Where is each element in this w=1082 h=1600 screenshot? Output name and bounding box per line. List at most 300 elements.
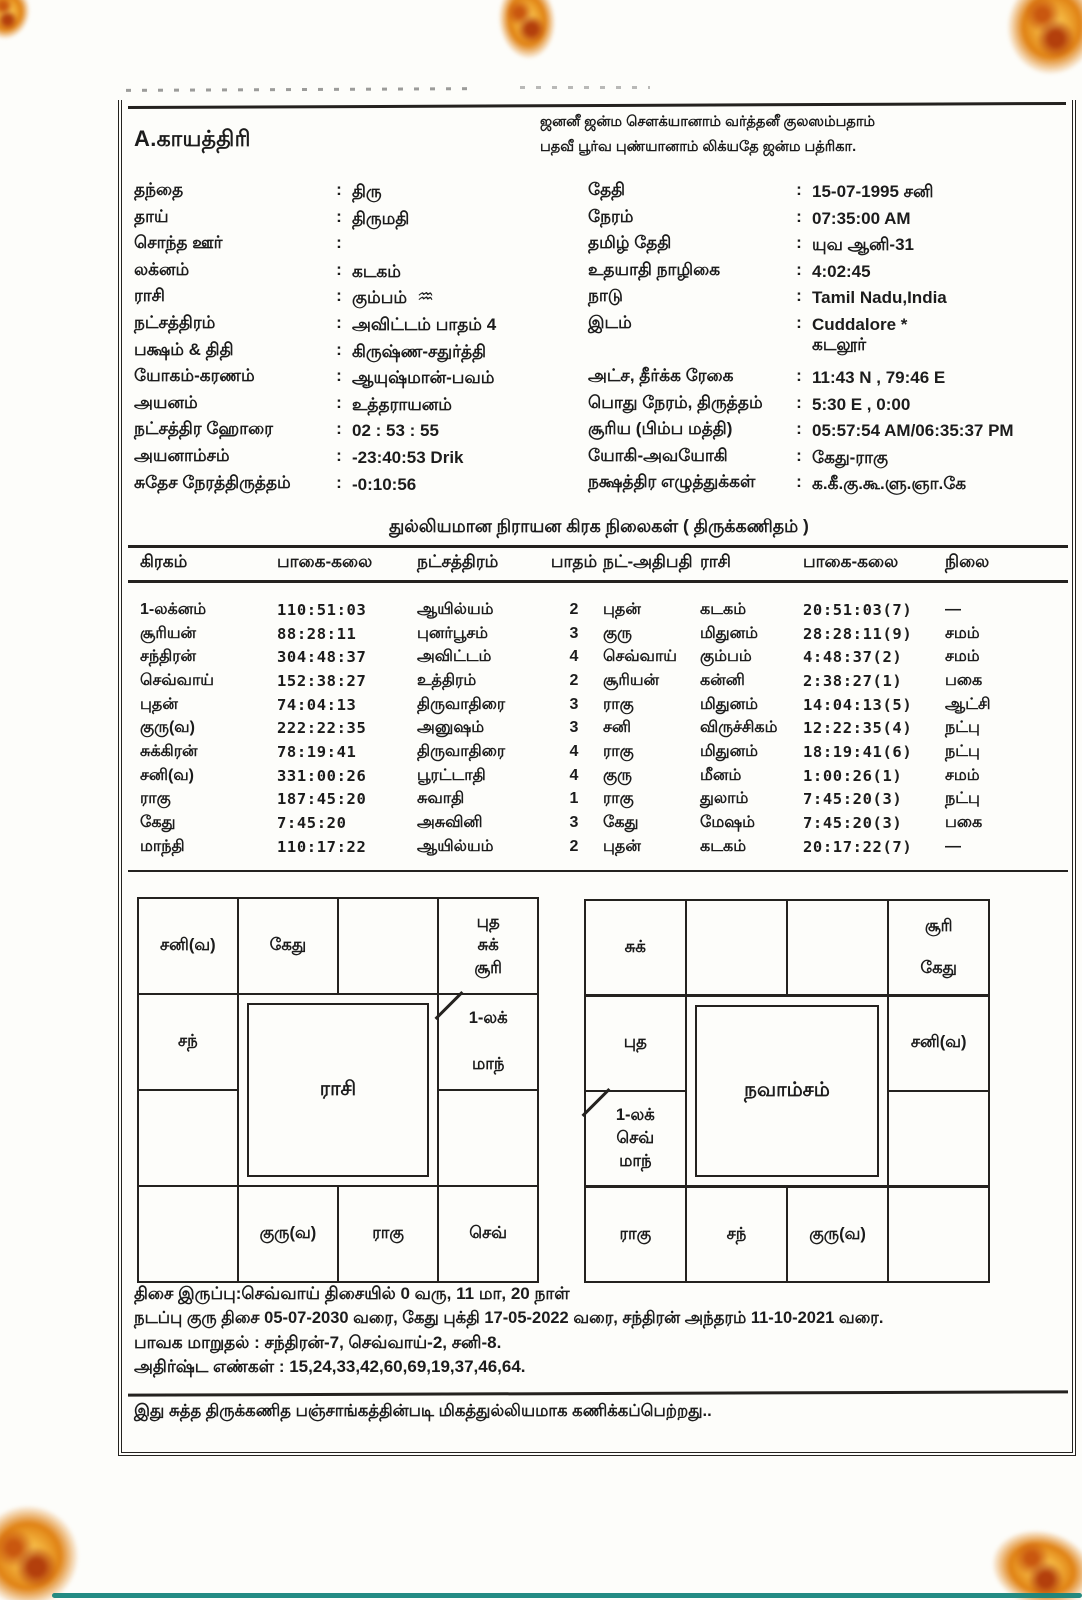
detail-value-wrap xyxy=(352,260,584,284)
cell-nak-lord: ராகு xyxy=(603,695,634,713)
detail-row xyxy=(588,260,1028,287)
detail-value: கடகம் xyxy=(352,261,401,281)
cell-graham: ராகு xyxy=(140,790,171,808)
planet-label: சுக் xyxy=(477,935,499,954)
planet-table-row xyxy=(140,835,1068,859)
cell-nak-lord: சனி xyxy=(603,719,631,737)
divider-line xyxy=(128,580,1068,583)
colon-separator: : xyxy=(796,233,802,253)
detail-label: தாய் xyxy=(134,206,169,226)
colon-separator: : xyxy=(336,419,342,439)
detail-value-wrap xyxy=(812,446,1028,470)
rasi-cell-r1c3 xyxy=(339,899,437,993)
colon-separator: : xyxy=(796,445,802,465)
detail-value: Cuddalore * xyxy=(812,314,908,334)
cell-nilai: நட்பு xyxy=(945,742,980,760)
cell-nilai: நட்பு xyxy=(945,719,980,737)
detail-value: யுவ ஆனி-31 xyxy=(812,235,914,255)
planet-label: புத xyxy=(476,913,500,932)
detail-value: திரு xyxy=(352,182,382,201)
cell-degree2: 20:51:03(7) xyxy=(803,600,913,619)
detail-value-wrap xyxy=(352,286,584,310)
stain-bottom-left xyxy=(0,1496,88,1600)
colon-separator: : xyxy=(796,206,802,226)
planet-label: புத xyxy=(623,1033,647,1052)
detail-value: கும்பம் xyxy=(352,288,408,308)
detail-value: உத்தராயனம் xyxy=(352,394,452,414)
cell-nilai: — xyxy=(945,600,961,618)
detail-row xyxy=(588,419,1028,446)
detail-row xyxy=(134,260,584,287)
cell-degree: 331:00:26 xyxy=(277,766,367,785)
cell-nak-lord: ராகு xyxy=(603,742,634,760)
detail-label: அட்ச, தீர்க்க ரேகை xyxy=(588,365,734,385)
detail-row xyxy=(588,393,1028,420)
detail-value-wrap xyxy=(812,180,1028,204)
planet-table-row xyxy=(140,598,1068,622)
planet-label: சூரி xyxy=(474,958,503,977)
navamsa-cell-r1c2 xyxy=(687,901,786,994)
detail-value-wrap xyxy=(812,419,1028,441)
colon-separator: : xyxy=(336,233,342,253)
rasi-cell-r1c4 xyxy=(439,899,537,993)
stain-top-right xyxy=(999,0,1082,82)
navamsa-cell-r2c1 xyxy=(586,997,685,1090)
cell-nak-lord: புதன் xyxy=(603,837,641,855)
navamsa-cell-r4c4 xyxy=(889,1188,988,1281)
col-header-degree: பாகை-கலை xyxy=(277,552,373,571)
col-header-graham: கிரகம் xyxy=(140,552,188,571)
sanskrit-verse xyxy=(540,110,875,160)
rasi-cell-r2c1 xyxy=(139,995,237,1089)
detail-value-wrap xyxy=(812,472,1028,496)
navamsa-cell-r1c1 xyxy=(586,901,685,994)
cell-graham: மாந்தி xyxy=(140,837,185,855)
detail-label: ராசி xyxy=(134,286,165,306)
cell-degree: 187:45:20 xyxy=(277,790,367,809)
cell-nakshatra: திருவாதிரை xyxy=(417,742,506,760)
colon-separator: : xyxy=(796,286,802,306)
cell-nakshatra: திருவாதிரை xyxy=(417,695,506,713)
detail-label: சூரிய (பிம்ப மத்தி) xyxy=(588,419,733,439)
cell-graham: சந்திரன் xyxy=(140,648,197,666)
cell-rasi: துலாம் xyxy=(700,790,749,808)
cell-nilai: — xyxy=(945,837,961,855)
detail-row xyxy=(134,286,584,313)
detail-value-wrap xyxy=(352,393,584,417)
planet-label: மாந் xyxy=(619,1151,652,1170)
detail-row xyxy=(134,473,584,500)
planet-table-body xyxy=(140,598,1068,859)
detail-value-line2: கடலூர் xyxy=(812,334,867,354)
planet-label: ராகு xyxy=(619,1224,652,1243)
accuracy-note: இது சுத்த திருக்கணித பஞ்சாங்கத்தின்படி மிகத்துல்லியமாக கணிக்கப்பெற்றது.. xyxy=(134,1402,712,1420)
cell-nak-lord: புதன் xyxy=(603,600,641,618)
cutoff-text-artifact xyxy=(126,87,476,91)
cell-degree: 88:28:11 xyxy=(277,624,357,643)
cell-pada: 3 xyxy=(569,814,579,832)
cell-pada: 2 xyxy=(569,600,579,618)
detail-label: நாடு xyxy=(588,286,623,306)
detail-value-wrap xyxy=(352,207,584,231)
cell-nakshatra: புனர்பூசம் xyxy=(417,624,489,642)
cell-rasi: மிதுனம் xyxy=(700,624,759,642)
current-dasa-line: நடப்பு குரு திசை 05-07-2030 வரை, கேது புக்தி 17-05-2022 வரை, சந்திரன் அந்தரம் 11-10-2021 வரை. xyxy=(134,1309,884,1327)
cell-graham: குரு(வ) xyxy=(140,719,195,737)
detail-value: 5:30 E , 0:00 xyxy=(812,394,911,414)
detail-label: சுதேச நேரத்திருத்தம் xyxy=(134,472,291,492)
cell-degree2: 14:04:13(5) xyxy=(803,695,913,714)
cell-nak-lord: செவ்வாய் xyxy=(603,648,678,666)
cell-degree2: 4:48:37(2) xyxy=(803,648,903,667)
detail-value-wrap xyxy=(352,419,584,441)
colon-separator: : xyxy=(336,312,342,332)
detail-label: பொது நேரம், திருத்தம் xyxy=(588,392,763,412)
cell-degree: 110:17:22 xyxy=(277,837,367,856)
detail-label: தேதி xyxy=(588,180,626,199)
scanner-edge-line xyxy=(52,1593,1082,1598)
cell-rasi: கடகம் xyxy=(700,837,747,855)
rasi-cell-r1c2 xyxy=(239,899,337,993)
cell-nakshatra: அனுஷம் xyxy=(417,719,485,737)
planet-table-row xyxy=(140,693,1068,717)
detail-row xyxy=(134,313,584,340)
detail-label: இடம் xyxy=(588,312,632,332)
planet-table-row xyxy=(140,764,1068,788)
planet-table-row xyxy=(140,740,1068,764)
verse-line-2: பதவீ பூர்வ புண்யானாம் லிக்யதே ஜன்ம பத்ரிகா. xyxy=(540,139,857,155)
navamsa-cell-r1c4 xyxy=(889,901,988,994)
cell-graham: சனி(வ) xyxy=(140,766,194,784)
navamsa-cell-r3c1-lagna xyxy=(586,1092,685,1185)
detail-label: பக்ஷம் & திதி xyxy=(134,339,234,359)
planet-table-row xyxy=(140,811,1068,835)
detail-value-wrap xyxy=(352,313,584,337)
aquarius-icon: ♒ xyxy=(417,286,435,309)
detail-row xyxy=(134,393,584,420)
stain-top-left xyxy=(0,0,37,46)
colon-separator: : xyxy=(796,365,802,385)
rasi-chart-center xyxy=(239,995,437,1185)
detail-value-wrap xyxy=(352,473,584,495)
cell-degree2: 2:38:27(1) xyxy=(803,671,903,690)
cell-pada: 4 xyxy=(569,766,579,784)
planet-label: சனி(வ) xyxy=(159,935,216,954)
col-header-nilai: நிலை xyxy=(945,552,990,571)
cell-nilai: சமம் xyxy=(945,766,980,784)
navamsa-chart-center xyxy=(687,997,887,1186)
detail-value-wrap xyxy=(812,233,1028,257)
cell-rasi: மிதுனம் xyxy=(700,742,759,760)
detail-value: கிருஷ்ண-சதுர்த்தி xyxy=(352,341,487,361)
dasa-balance-line: திசை இருப்பு:செவ்வாய் திசையில் 0 வரு, 11 மா, 20 நாள் xyxy=(134,1284,570,1303)
planet-label: 1-லக் xyxy=(468,1009,508,1028)
detail-value: Tamil Nadu,India xyxy=(812,288,947,308)
cell-nakshatra: ஆயில்யம் xyxy=(417,600,494,618)
planet-label: ராகு xyxy=(372,1224,404,1243)
bhava-change-line: பாவக மாறுதல் : சந்திரன்-7, செவ்வாய்-2, சனி-8. xyxy=(134,1333,502,1352)
detail-value-wrap xyxy=(812,286,1028,308)
planet-label: குரு(வ) xyxy=(259,1224,317,1243)
cell-pada: 4 xyxy=(569,648,579,666)
colon-separator: : xyxy=(796,312,802,332)
navamsa-cell-r4c2 xyxy=(687,1188,786,1281)
detail-label: நக்ஷத்திர எழுத்துக்கள் xyxy=(588,472,756,492)
cell-nilai: சமம் xyxy=(945,648,980,666)
cell-pada: 3 xyxy=(569,695,579,713)
navamsa-chart-title: நவாம்சம் xyxy=(695,1005,879,1178)
cell-graham: 1-லக்னம் xyxy=(140,600,207,618)
cell-degree2: 7:45:20(3) xyxy=(803,814,903,833)
detail-row xyxy=(134,207,584,234)
col-header-nakshatra: நட்சத்திரம் xyxy=(417,552,499,571)
planet-table-row xyxy=(140,788,1068,812)
detail-value: 4:02:45 xyxy=(812,261,871,281)
cell-nakshatra: ஆயில்யம் xyxy=(417,837,494,855)
colon-separator: : xyxy=(336,206,342,226)
planet-label: கேது xyxy=(920,958,957,977)
detail-label: லக்னம் xyxy=(134,259,190,279)
navamsa-cell-r1c3 xyxy=(788,901,887,994)
col-header-nak-lord: நட்-அதிபதி xyxy=(603,552,693,571)
detail-value: -0:10:56 xyxy=(352,474,417,494)
planet-label: குரு(வ) xyxy=(809,1224,866,1243)
rasi-chart-title: ராசி xyxy=(247,1003,429,1177)
detail-label: சொந்த ஊர் xyxy=(134,233,223,253)
detail-label: யோகி-அவயோகி xyxy=(588,445,728,465)
detail-value-wrap xyxy=(352,446,584,468)
planet-label: 1-லக் xyxy=(615,1106,655,1125)
detail-row xyxy=(134,446,584,473)
detail-value: க.கீ.கு.கூ.ளு.ஞா.கே xyxy=(812,474,967,494)
planet-table-header xyxy=(140,552,1068,574)
stain-bottom-right xyxy=(982,1519,1082,1600)
verse-line-1: ஜனனீ ஜன்ம சௌக்யானாம் வர்த்தனீ குலஸம்பதாம் xyxy=(540,114,876,130)
cell-degree: 74:04:13 xyxy=(277,695,357,714)
colon-separator: : xyxy=(336,180,342,199)
cell-degree2: 20:17:22(7) xyxy=(803,837,913,856)
detail-value: 02 : 53 : 55 xyxy=(352,421,439,441)
colon-separator: : xyxy=(336,472,342,492)
cell-nak-lord: குரு xyxy=(603,766,632,784)
detail-value-wrap xyxy=(812,393,1028,415)
colon-separator: : xyxy=(796,259,802,279)
detail-value: கேது-ராகு xyxy=(812,447,889,467)
cell-rasi: கன்னி xyxy=(700,671,745,689)
colon-separator: : xyxy=(336,366,342,386)
cell-nakshatra: உத்திரம் xyxy=(417,671,477,689)
divider-line xyxy=(128,545,1068,548)
detail-value: அவிட்டம் பாதம் 4 xyxy=(352,314,497,334)
detail-row xyxy=(588,207,1028,234)
cell-graham: செவ்வாய் xyxy=(140,671,215,689)
rasi-chart xyxy=(137,897,539,1283)
rasi-cell-r4c3 xyxy=(339,1187,437,1281)
cell-rasi: விருச்சிகம் xyxy=(700,719,778,737)
lucky-numbers-line: அதிர்ஷ்ட எண்கள் : 15,24,33,42,60,69,19,37,46,64. xyxy=(134,1357,526,1376)
rasi-cell-r4c4 xyxy=(439,1187,537,1281)
detail-row xyxy=(588,233,1028,260)
navamsa-cell-r4c3 xyxy=(788,1188,887,1281)
col-header-rasi: ராசி xyxy=(700,552,731,571)
cell-pada: 2 xyxy=(569,837,579,855)
cell-pada: 2 xyxy=(569,671,579,689)
navamsa-cell-r4c1 xyxy=(586,1188,685,1281)
cell-nilai: சமம் xyxy=(945,624,980,642)
detail-value-wrap xyxy=(352,366,584,390)
col-header-pada: பாதம் xyxy=(550,552,598,571)
cell-degree2: 18:19:41(6) xyxy=(803,742,913,761)
detail-value: ஆயுஷ்மான்-பவம் xyxy=(352,368,495,388)
colon-separator: : xyxy=(796,392,802,412)
cell-nilai: பகை xyxy=(945,814,983,832)
planet-label: மாந் xyxy=(471,1054,505,1073)
cell-graham: கேது xyxy=(140,814,176,832)
cell-nakshatra: அசுவினி xyxy=(417,814,483,832)
cell-pada: 1 xyxy=(569,790,579,808)
colon-separator: : xyxy=(796,419,802,439)
planet-label: சனி(வ) xyxy=(910,1033,967,1052)
detail-value: -23:40:53 Drik xyxy=(352,447,464,467)
cell-degree2: 12:22:35(4) xyxy=(803,719,913,738)
rasi-cell-r3c4 xyxy=(439,1091,537,1185)
detail-row xyxy=(588,366,1028,393)
planet-label: சந் xyxy=(177,1032,198,1051)
cell-nilai: ஆட்சி xyxy=(945,695,991,713)
divider-line xyxy=(128,870,1068,872)
birth-details-left xyxy=(134,180,584,499)
detail-row xyxy=(134,419,584,446)
cell-nak-lord: ராகு xyxy=(603,790,634,808)
detail-row xyxy=(134,366,584,393)
colon-separator: : xyxy=(796,472,802,492)
detail-label: உதயாதி நாழிகை xyxy=(588,259,721,279)
cell-nak-lord: கேது xyxy=(603,814,639,832)
detail-label: தந்தை xyxy=(134,180,184,199)
rasi-cell-r4c2 xyxy=(239,1187,337,1281)
birth-details-right xyxy=(588,180,1028,499)
detail-label: அயனாம்சம் xyxy=(134,445,230,465)
cell-degree2: 7:45:20(3) xyxy=(803,790,903,809)
cell-degree2: 28:28:11(9) xyxy=(803,624,913,643)
detail-row xyxy=(588,472,1028,499)
detail-label: அயனம் xyxy=(134,392,198,412)
detail-label: நட்சத்திர ஹோரை xyxy=(134,419,274,439)
detail-value-wrap xyxy=(812,313,1028,357)
detail-label: நட்சத்திரம் xyxy=(134,312,216,332)
cell-rasi: கடகம் xyxy=(700,600,747,618)
cutoff-text-artifact xyxy=(520,86,650,89)
detail-row xyxy=(134,180,584,207)
cell-pada: 4 xyxy=(569,742,579,760)
cell-rasi: மிதுனம் xyxy=(700,695,759,713)
cell-rasi: மேஷம் xyxy=(700,814,756,832)
colon-separator: : xyxy=(336,445,342,465)
detail-row xyxy=(588,286,1028,313)
planet-label: கேது xyxy=(269,935,307,954)
rasi-cell-r2c4-lagna xyxy=(439,995,537,1089)
cell-rasi: மீனம் xyxy=(700,766,742,784)
detail-value: 07:35:00 AM xyxy=(812,208,911,228)
cell-degree: 7:45:20 xyxy=(277,814,347,833)
planet-label: செவ் xyxy=(616,1128,655,1147)
planet-table-row xyxy=(140,622,1068,646)
planet-label: சூரி xyxy=(924,916,953,935)
cell-pada: 3 xyxy=(569,624,579,642)
colon-separator: : xyxy=(336,259,342,279)
detail-value: 11:43 N , 79:46 E xyxy=(812,367,946,387)
cell-degree: 110:51:03 xyxy=(277,600,367,619)
detail-value-wrap xyxy=(812,366,1028,388)
cell-degree: 78:19:41 xyxy=(277,742,357,761)
detail-row xyxy=(134,340,584,367)
navamsa-chart xyxy=(584,899,990,1283)
planet-table-row xyxy=(140,645,1068,669)
cell-pada: 3 xyxy=(569,719,579,737)
planet-label: செவ் xyxy=(469,1224,508,1243)
rasi-cell-r3c1 xyxy=(139,1091,237,1185)
colon-separator: : xyxy=(336,286,342,306)
planet-label: சந் xyxy=(726,1224,747,1243)
cell-graham: சுக்கிரன் xyxy=(140,742,198,760)
detail-value: 15-07-1995 சனி xyxy=(812,182,934,201)
planet-label: சுக் xyxy=(624,937,646,956)
detail-value-wrap xyxy=(352,180,584,204)
cell-rasi: கும்பம் xyxy=(700,648,752,666)
colon-separator: : xyxy=(796,180,802,199)
navamsa-cell-r2c4 xyxy=(889,997,988,1090)
person-name: A.காயத்திரி xyxy=(134,126,251,151)
detail-label: தமிழ் தேதி xyxy=(588,233,672,253)
cell-graham: புதன் xyxy=(140,695,178,713)
detail-value-wrap xyxy=(812,207,1028,229)
cell-nilai: நட்பு xyxy=(945,790,980,808)
planet-table-title: துல்லியமான நிராயன கிரக நிலைகள் ( திருக்கணிதம் ) xyxy=(389,516,809,536)
planet-table-row xyxy=(140,716,1068,740)
cell-graham: சூரியன் xyxy=(140,624,197,642)
detail-row xyxy=(588,446,1028,473)
rasi-cell-r4c1 xyxy=(139,1187,237,1281)
detail-value: திருமதி xyxy=(352,208,410,228)
detail-value-wrap xyxy=(352,340,584,364)
detail-value: 05:57:54 AM/06:35:37 PM xyxy=(812,421,1014,441)
cell-nak-lord: சூரியன் xyxy=(603,671,660,689)
colon-separator: : xyxy=(336,392,342,412)
cell-degree: 304:48:37 xyxy=(277,648,367,667)
detail-value-wrap xyxy=(352,233,584,255)
cell-nakshatra: பூரட்டாதி xyxy=(417,766,486,784)
cell-nak-lord: குரு xyxy=(603,624,632,642)
cell-nakshatra: சுவாதி xyxy=(417,790,465,808)
cell-degree2: 1:00:26(1) xyxy=(803,766,903,785)
detail-label: யோகம்-கரணம் xyxy=(134,366,255,386)
planet-table-row xyxy=(140,669,1068,693)
cell-nilai: பகை xyxy=(945,671,983,689)
cell-degree: 152:38:27 xyxy=(277,671,367,690)
detail-row xyxy=(134,233,584,260)
col-header-degree2: பாகை-கலை xyxy=(803,552,899,571)
detail-row xyxy=(588,180,1028,207)
detail-value-wrap xyxy=(812,260,1028,282)
cell-degree: 222:22:35 xyxy=(277,719,367,738)
navamsa-cell-r3c4 xyxy=(889,1092,988,1185)
stain-top-center xyxy=(494,0,560,63)
colon-separator: : xyxy=(336,339,342,359)
detail-label: நேரம் xyxy=(588,206,634,226)
detail-row xyxy=(588,313,1028,366)
rasi-cell-r1c1 xyxy=(139,899,237,993)
cell-nakshatra: அவிட்டம் xyxy=(417,648,492,666)
